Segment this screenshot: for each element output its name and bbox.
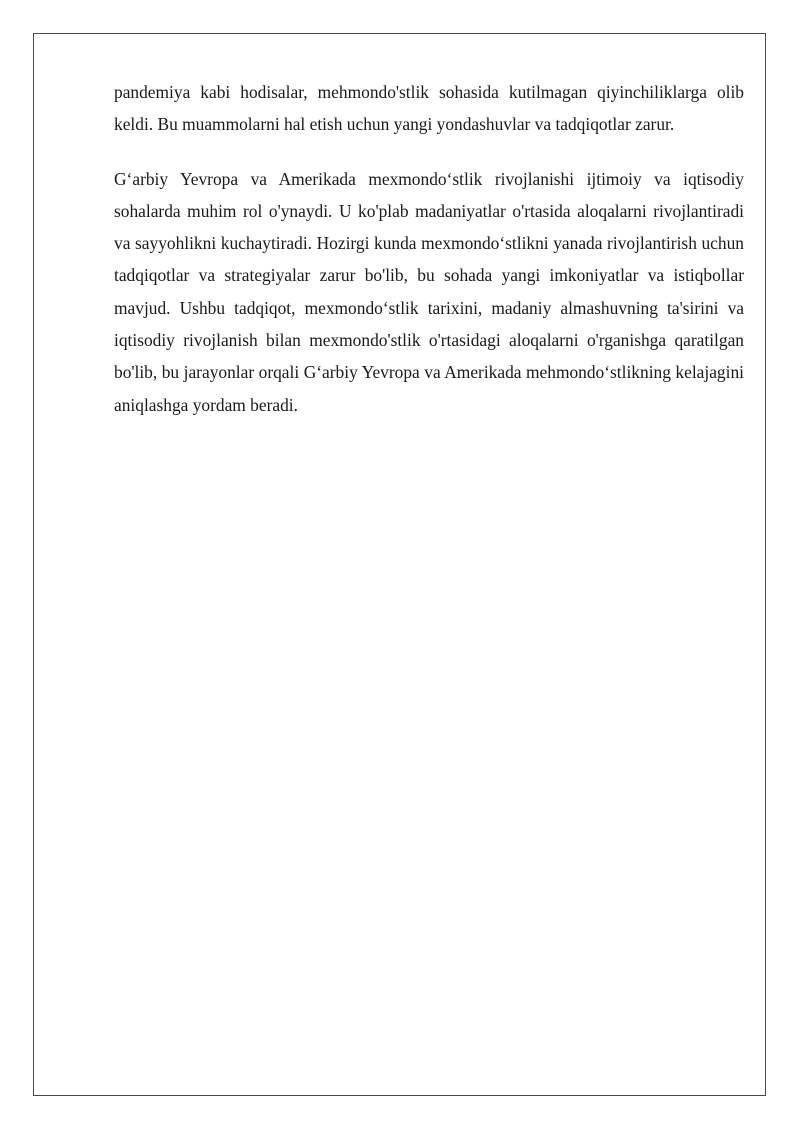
paragraph-2: G‘arbiy Yevropa va Amerikada mexmondo‘stlik rivojlanishi ijtimoiy va iqtisodiy sohalarda muhim rol o'ynaydi. U ko'plab madaniyatlar o'rtasida aloqalarni rivojlantiradi va sayyohlikni kuchaytiradi. Hozirgi kunda mexmondo‘stlikni yanada rivojlantirish uchun tadqiqotlar va strategiyalar zarur bo'lib, bu sohada yangi imkoniyatlar va istiqbollar mavjud. Ushbu tadqiqot, mexmondo‘stlik tarixini, madaniy almashuvning ta'sirini va iqtisodiy rivojlanish bilan mexmondo'stlik o'rtasidagi aloqalarni o'rganishga qaratilgan bo'lib, bu jarayonlar orqali G‘arbiy Yevropa va Amerikada mehmondo‘stlikning kelajagini aniqlashga yordam beradi. <box>114 168 744 415</box>
page-frame <box>33 33 766 1096</box>
document-body <box>114 76 744 421</box>
paragraph-1: pandemiya kabi hodisalar, mehmondo'stlik sohasida kutilmagan qiyinchiliklarga olib keldi. Bu muammolarni hal etish uchun yangi yondashuvlar va tadqiqotlar zarur. <box>114 82 744 135</box>
